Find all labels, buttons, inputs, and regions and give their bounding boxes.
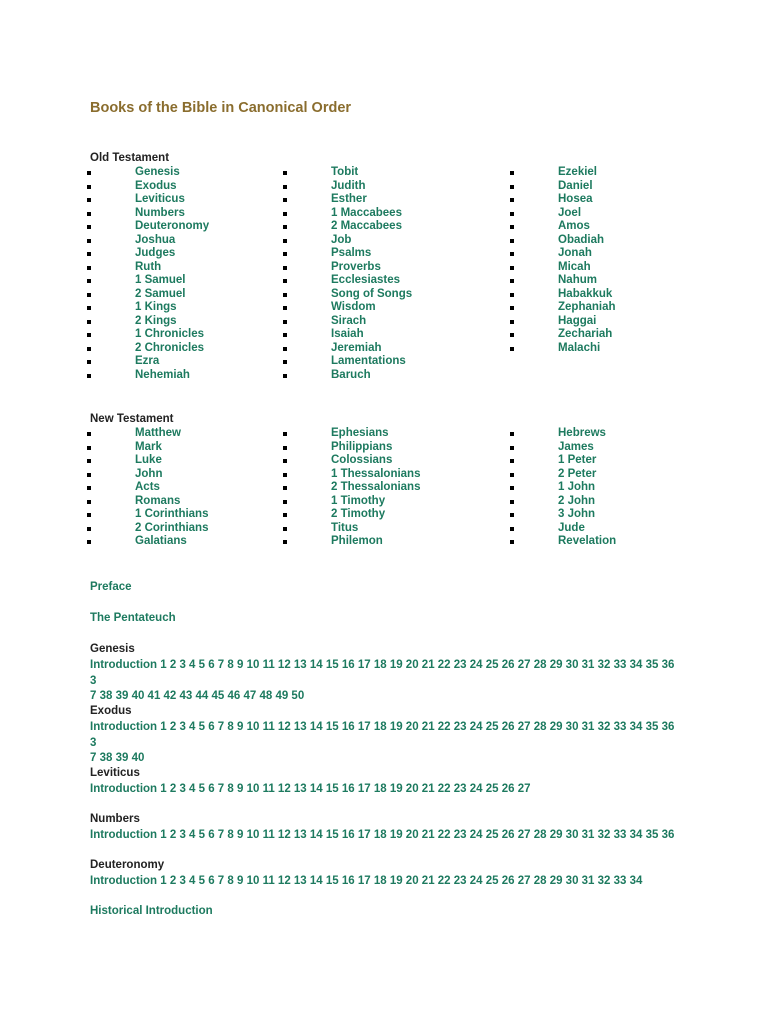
- bullet-icon: [510, 432, 514, 436]
- book-name[interactable]: 1 Samuel: [135, 274, 186, 286]
- deuteronomy-heading: Deuteronomy: [90, 859, 165, 871]
- book-name[interactable]: 2 Thessalonians: [331, 481, 421, 493]
- bullet-icon: [510, 347, 514, 351]
- book-name[interactable]: Ezekiel: [558, 166, 597, 178]
- bullet-icon: [510, 486, 514, 490]
- book-name[interactable]: Amos: [558, 220, 590, 232]
- bullet-icon: [510, 540, 514, 544]
- book-name[interactable]: 2 Peter: [558, 467, 597, 480]
- book-name[interactable]: 3 John: [558, 508, 596, 520]
- book-name[interactable]: Acts: [135, 481, 160, 493]
- bullet-icon: [283, 347, 287, 351]
- bullet-icon: [510, 500, 514, 504]
- bullet-icon: [283, 185, 287, 189]
- book-name[interactable]: Lamentations: [331, 355, 406, 367]
- bullet-icon: [510, 252, 514, 256]
- new-testament-heading: New Testament: [90, 413, 174, 425]
- book-name[interactable]: 1 Kings: [135, 301, 177, 313]
- book-name[interactable]: Joel: [558, 206, 582, 219]
- historical-introduction-link[interactable]: Historical Introduction: [90, 905, 213, 917]
- book-name[interactable]: John: [135, 467, 163, 480]
- book-name[interactable]: Nehemiah: [135, 368, 190, 381]
- exodus-chapters-line-2[interactable]: 7 38 39 40: [90, 752, 145, 764]
- book-name[interactable]: Nahum: [558, 274, 597, 286]
- book-name[interactable]: Jonah: [558, 247, 592, 259]
- bullet-icon: [510, 279, 514, 283]
- genesis-heading: Genesis: [90, 643, 135, 655]
- bullet-icon: [87, 374, 91, 378]
- page-title: Books of the Bible in Canonical Order: [90, 100, 352, 116]
- book-name[interactable]: Zechariah: [558, 328, 613, 340]
- bullet-icon: [283, 374, 287, 378]
- bullet-icon: [283, 500, 287, 504]
- bullet-icon: [510, 225, 514, 229]
- book-name[interactable]: Isaiah: [331, 328, 364, 340]
- book-name[interactable]: Micah: [558, 260, 591, 273]
- book-name[interactable]: Ezra: [135, 355, 160, 367]
- book-name[interactable]: Mark: [135, 440, 162, 453]
- bullet-icon: [510, 473, 514, 477]
- bullet-icon: [283, 266, 287, 270]
- numbers-heading: Numbers: [90, 813, 140, 825]
- book-name[interactable]: Numbers: [135, 206, 185, 219]
- bullet-icon: [283, 212, 287, 216]
- bullet-icon: [87, 212, 91, 216]
- bullet-icon: [87, 171, 91, 175]
- book-name[interactable]: Exodus: [135, 179, 177, 192]
- book-name[interactable]: Deuteronomy: [135, 220, 210, 232]
- bullet-icon: [283, 279, 287, 283]
- bullet-icon: [283, 320, 287, 324]
- bullet-icon: [283, 540, 287, 544]
- bullet-icon: [283, 360, 287, 364]
- numbers-chapter-links[interactable]: [90, 828, 680, 844]
- bullet-icon: [283, 459, 287, 463]
- book-name[interactable]: Ephesians: [331, 427, 389, 439]
- bullet-icon: [283, 171, 287, 175]
- book-name[interactable]: Philippians: [331, 440, 393, 453]
- exodus-heading: Exodus: [90, 705, 132, 717]
- bullet-icon: [87, 459, 91, 463]
- book-name[interactable]: Genesis: [135, 166, 180, 178]
- deuteronomy-chapters-line-1[interactable]: Introduction 1 2 3 4 5 6 7 8 9 10 11 12 13 14 15 16 17 18 19 20 21 22 23 24 25 26 27 28 29 30 31 32 33 34: [90, 875, 643, 887]
- bullet-icon: [87, 540, 91, 544]
- bullet-icon: [510, 333, 514, 337]
- genesis-chapter-links[interactable]: [90, 658, 680, 705]
- book-name[interactable]: 2 Kings: [135, 314, 177, 327]
- bullet-icon: [87, 293, 91, 297]
- bullet-icon: [510, 446, 514, 450]
- book-name[interactable]: James: [558, 440, 594, 453]
- book-name[interactable]: Luke: [135, 454, 162, 466]
- book-name[interactable]: 2 Samuel: [135, 287, 186, 300]
- bullet-icon: [87, 185, 91, 189]
- bullet-icon: [510, 266, 514, 270]
- genesis-chapters-line-1[interactable]: Introduction 1 2 3 4 5 6 7 8 9 10 11 12 13 14 15 16 17 18 19 20 21 22 23 24 25 26 27 28 29 30 31 32 33 34 35 36 3: [90, 659, 675, 687]
- bullet-icon: [87, 225, 91, 229]
- preface-link[interactable]: Preface: [90, 581, 132, 593]
- bullet-icon: [510, 239, 514, 243]
- book-name[interactable]: Titus: [331, 521, 359, 534]
- book-name[interactable]: Song of Songs: [331, 287, 413, 300]
- bullet-icon: [510, 306, 514, 310]
- book-name[interactable]: Ecclesiastes: [331, 274, 401, 286]
- book-name[interactable]: 1 Chronicles: [135, 328, 205, 340]
- bullet-icon: [510, 527, 514, 531]
- bullet-icon: [87, 513, 91, 517]
- bullet-icon: [283, 527, 287, 531]
- bullet-icon: [87, 500, 91, 504]
- book-name[interactable]: 2 Chronicles: [135, 341, 205, 354]
- book-name[interactable]: Esther: [331, 193, 367, 205]
- book-name[interactable]: Zephaniah: [558, 301, 616, 313]
- old-testament-heading: Old Testament: [90, 152, 170, 164]
- bullet-icon: [510, 212, 514, 216]
- book-name[interactable]: Jude: [558, 521, 585, 534]
- book-name[interactable]: 1 Corinthians: [135, 508, 209, 520]
- bullet-icon: [283, 432, 287, 436]
- bullet-icon: [87, 432, 91, 436]
- book-name[interactable]: Obadiah: [558, 233, 605, 246]
- bullet-icon: [87, 473, 91, 477]
- bullet-icon: [87, 347, 91, 351]
- book-name[interactable]: Proverbs: [331, 260, 381, 273]
- bullet-icon: [283, 239, 287, 243]
- book-name[interactable]: Malachi: [558, 341, 601, 354]
- book-name[interactable]: 1 Timothy: [331, 494, 386, 507]
- book-name[interactable]: Haggai: [558, 314, 597, 327]
- bullet-icon: [87, 446, 91, 450]
- bullet-icon: [283, 252, 287, 256]
- book-name[interactable]: Daniel: [558, 179, 593, 192]
- book-name[interactable]: Tobit: [331, 166, 359, 178]
- book-name[interactable]: Joshua: [135, 233, 176, 246]
- book-name[interactable]: Judith: [331, 179, 366, 192]
- book-name[interactable]: Judges: [135, 247, 176, 259]
- bullet-icon: [87, 333, 91, 337]
- pentateuch-link[interactable]: The Pentateuch: [90, 612, 176, 624]
- exodus-chapters-line-1[interactable]: Introduction 1 2 3 4 5 6 7 8 9 10 11 12 13 14 15 16 17 18 19 20 21 22 23 24 25 26 27 28 29 30 31 32 33 34 35 36 3: [90, 721, 675, 749]
- book-name[interactable]: Wisdom: [331, 301, 376, 313]
- book-name[interactable]: Sirach: [331, 314, 367, 327]
- bullet-icon: [283, 446, 287, 450]
- bullet-icon: [87, 279, 91, 283]
- book-name[interactable]: Galatians: [135, 535, 187, 547]
- bullet-icon: [510, 320, 514, 324]
- bullet-icon: [87, 360, 91, 364]
- bullet-icon: [283, 225, 287, 229]
- book-name[interactable]: Leviticus: [135, 193, 185, 205]
- bullet-icon: [87, 320, 91, 324]
- bullet-icon: [87, 239, 91, 243]
- leviticus-chapter-links[interactable]: [90, 782, 680, 798]
- book-name[interactable]: Job: [331, 233, 352, 246]
- book-name[interactable]: 2 Maccabees: [331, 220, 402, 232]
- book-name[interactable]: Psalms: [331, 247, 372, 259]
- book-name[interactable]: 1 Thessalonians: [331, 467, 421, 480]
- bullet-icon: [87, 306, 91, 310]
- book-name[interactable]: 2 John: [558, 494, 596, 507]
- book-name[interactable]: 1 Peter: [558, 454, 597, 466]
- bullet-icon: [510, 185, 514, 189]
- bullet-icon: [87, 266, 91, 270]
- bullet-icon: [283, 513, 287, 517]
- bullet-icon: [510, 293, 514, 297]
- book-name[interactable]: Matthew: [135, 427, 181, 439]
- book-name[interactable]: Colossians: [331, 454, 393, 466]
- book-name[interactable]: Ruth: [135, 260, 162, 273]
- leviticus-chapters-line-1[interactable]: Introduction 1 2 3 4 5 6 7 8 9 10 11 12 13 14 15 16 17 18 19 20 21 22 23 24 25 26 27: [90, 783, 531, 795]
- book-name[interactable]: Revelation: [558, 535, 617, 547]
- bullet-icon: [510, 198, 514, 202]
- book-name[interactable]: Jeremiah: [331, 341, 382, 354]
- bullet-icon: [283, 198, 287, 202]
- numbers-chapters-line-1[interactable]: Introduction 1 2 3 4 5 6 7 8 9 10 11 12 13 14 15 16 17 18 19 20 21 22 23 24 25 26 27 28 29 30 31 32 33 34 35 36: [90, 829, 675, 841]
- book-name[interactable]: 2 Timothy: [331, 508, 386, 520]
- book-name[interactable]: Baruch: [331, 368, 371, 381]
- leviticus-heading: Leviticus: [90, 767, 140, 779]
- bullet-icon: [283, 473, 287, 477]
- book-name[interactable]: 2 Corinthians: [135, 521, 209, 534]
- book-name[interactable]: 1 John: [558, 481, 596, 493]
- bullet-icon: [283, 333, 287, 337]
- bullet-icon: [283, 293, 287, 297]
- book-name[interactable]: 1 Maccabees: [331, 206, 402, 219]
- book-name[interactable]: Philemon: [331, 535, 383, 547]
- bullet-icon: [87, 527, 91, 531]
- genesis-chapters-line-2[interactable]: 7 38 39 40 41 42 43 44 45 46 47 48 49 50: [90, 690, 305, 702]
- book-name[interactable]: Hosea: [558, 193, 593, 205]
- bullet-icon: [283, 486, 287, 490]
- book-name[interactable]: Habakkuk: [558, 287, 613, 300]
- deuteronomy-chapter-links[interactable]: [90, 874, 680, 890]
- bullet-icon: [510, 459, 514, 463]
- bullet-icon: [510, 171, 514, 175]
- bullet-icon: [87, 486, 91, 490]
- book-name[interactable]: Romans: [135, 494, 181, 507]
- bullet-icon: [87, 198, 91, 202]
- bullet-icon: [87, 252, 91, 256]
- bullet-icon: [510, 513, 514, 517]
- bullet-icon: [283, 306, 287, 310]
- exodus-chapter-links[interactable]: [90, 720, 680, 767]
- book-name[interactable]: Hebrews: [558, 427, 606, 439]
